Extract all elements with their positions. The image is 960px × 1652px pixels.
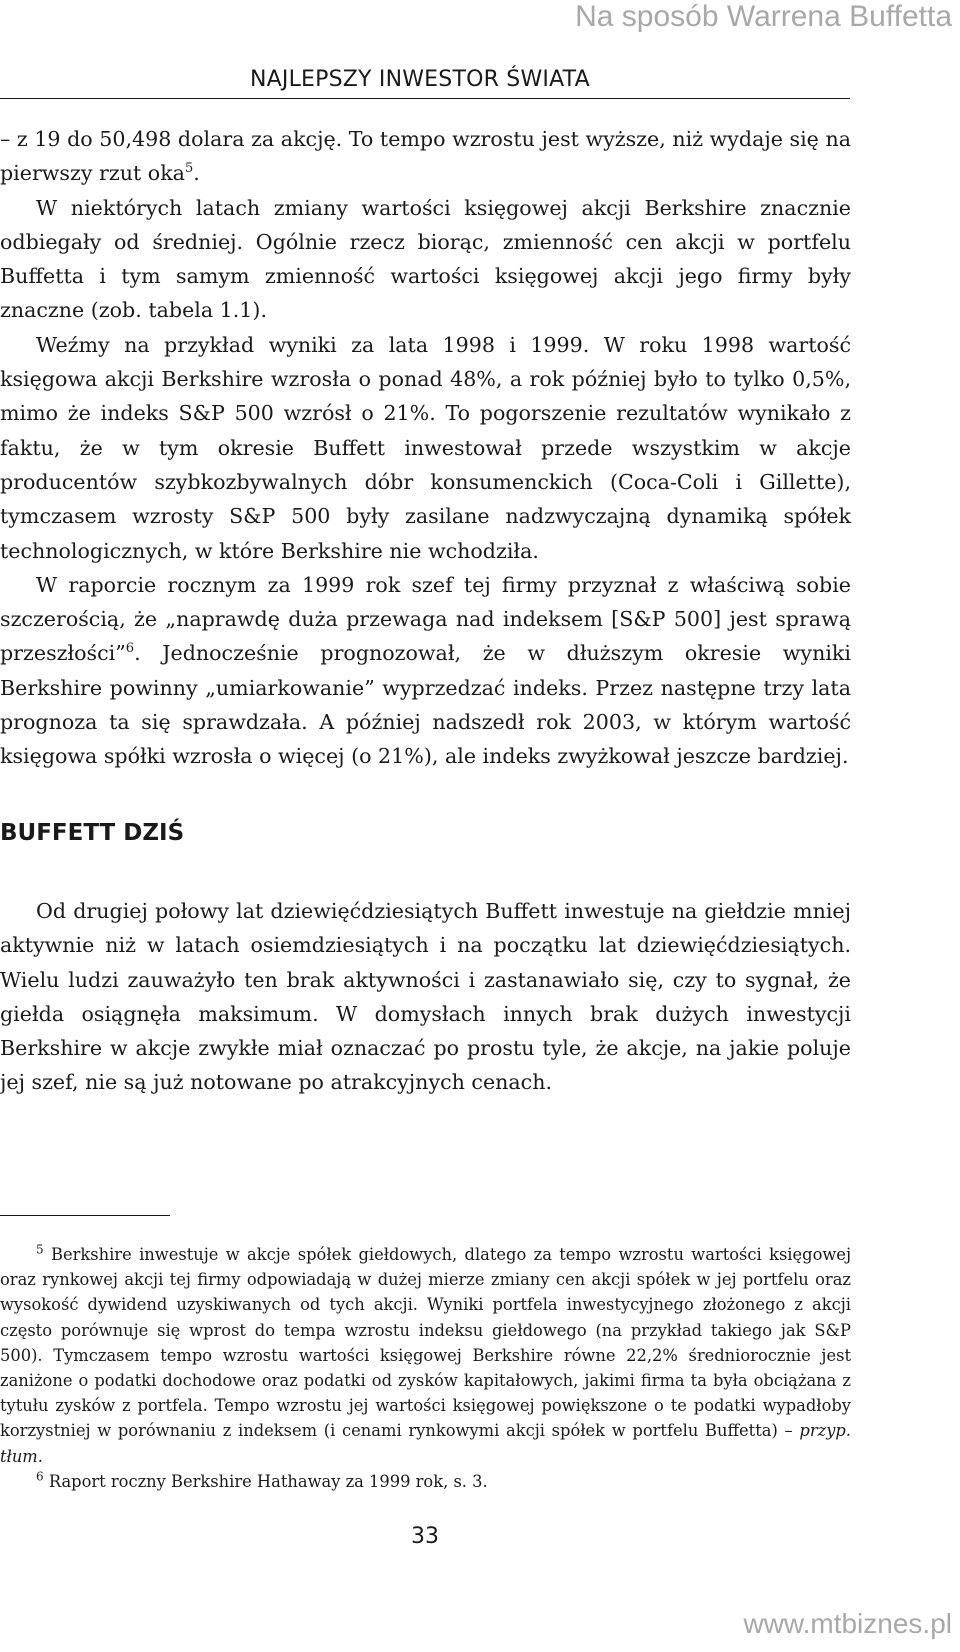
paragraph-5: Od drugiej połowy lat dziewięćdziesiątych Buffett inwestuje na giełdzie mniej aktywnie niż w latach osiemdziesiątych i na początku lat dziewięćdziesiątych. Wielu ludzi zauważyło ten brak aktywności i zastanawiało się, czy to sygnał, że giełda osiągnęła maksimum. W domysłach innych brak dużych inwestycji Berkshire w akcje zwykłe miał oznaczać po prostu tyle, że akcje, na jakie poluje jej szef, nie są już notowane po atrakcyjnych cenach. <box>0 899 851 1095</box>
paragraph-1-tail: . <box>193 161 200 186</box>
paragraph-2: W niektórych latach zmiany wartości księgowej akcji Berkshire znacznie odbiegały od średniej. Ogólnie rzecz biorąc, zmienność cen akcji w portfelu Buffetta i tym samym zmienność wartości księgowej akcji jego firmy były znaczne (zob. tabela 1.1). <box>0 195 851 323</box>
paragraph-4-text: W raporcie rocznym za 1999 rok szef tej firmy przyznał z właściwą sobie szczerością, że „naprawdę duża przewaga nad indeksem [S&P 500] jest sprawą przeszłości” <box>0 572 851 666</box>
running-header: NAJLEPSZY INWESTOR ŚWIATA <box>250 67 590 92</box>
paragraph-1 <box>0 122 851 191</box>
body-text-block-1 <box>0 122 851 774</box>
footnote-5-translator-note: przyp. tłum. <box>0 1421 851 1466</box>
footnote-5-number: 5 <box>36 1242 44 1257</box>
watermark-url[interactable]: www.mtbiznes.pl <box>743 1608 952 1639</box>
section-heading: BUFFETT DZIŚ <box>0 820 185 846</box>
paragraph-3: Weźmy na przykład wyniki za lata 1998 i 1999. W roku 1998 wartość księgowa akcji Berkshire wzrosła o ponad 48%, a rok później było to tylko 0,5%, mimo że indeks S&P 500 wzrósł o 21%. To pogorszenie rezultatów wynikało z faktu, że w tym okresie Buffett inwestował przede wszystkim w akcje producentów szybkozbywalnych dóbr konsumenckich (Coca-Coli i Gillette), tymczasem wzrosty S&P 500 były zasilane nadzwyczajną dynamiką spółek technologicznych, w które Berkshire nie wchodziła. <box>0 332 851 563</box>
footnote-6-text: Raport roczny Berkshire Hathaway za 1999 rok, s. 3. <box>48 1471 488 1491</box>
paragraph-4 <box>0 568 851 774</box>
page-number: 33 <box>411 1524 439 1549</box>
paragraph-1-text: – z 19 do 50,498 dolara za akcję. To tempo wzrostu jest wyższe, niż wydaje się na pierwszy rzut oka <box>0 127 851 186</box>
watermark-title: Na sposób Warrena Buffetta <box>575 0 952 33</box>
footnote-rule <box>0 1215 170 1216</box>
header-rule <box>0 98 850 99</box>
footnote-ref-5[interactable]: 5 <box>184 161 194 177</box>
body-text-block-2 <box>0 894 851 1100</box>
footnote-6-number: 6 <box>36 1469 44 1484</box>
footnotes <box>0 1242 851 1494</box>
footnote-5-text: Berkshire inwestuje w akcje spółek giełdowych, dlatego za tempo wzrostu wartości księgowej oraz rynkowej akcji tej firmy odpowiadają w dużej mierze zmiany cen akcji spółek w jej portfelu oraz wysokość dywidend uzyskiwanych od tych akcji. Wyniki portfela inwestycyjnego złożonego z akcji często porównuje się wprost do tempa wzrostu indeksu giełdowego (na przykład takiego jak S&P 500). Tymczasem tempo wzrostu wartości księgowej Berkshire równe 22,2% średniorocznie jest zaniżone o podatki dochodowe oraz podatki od zysków kapitałowych, jakimi firma ta była obciążana z tytułu zysków z portfela. Tempo wzrostu jej wartości księgowej powiększone o te podatki wypadłoby korzystniej w porównaniu z indeksem (i cenami rynkowymi akcji spółek w portfelu Buffetta) – <box>0 1245 851 1441</box>
footnote-5 <box>0 1242 851 1469</box>
paragraph-4-tail: . Jednocześnie prognozował, że w dłuższym okresie wyniki Berkshire powinny „umiarkowanie” wyprzedzać indeks. Przez następne trzy lata prognoza ta się sprawdzała. A później nadszedł rok 2003, w którym wartość księgowa spółki wzrosła o więcej (o 21%), ale indeks zwyżkował jeszcze bardziej. <box>0 641 851 769</box>
footnote-ref-6[interactable]: 6 <box>125 641 135 657</box>
footnote-6 <box>0 1469 851 1494</box>
